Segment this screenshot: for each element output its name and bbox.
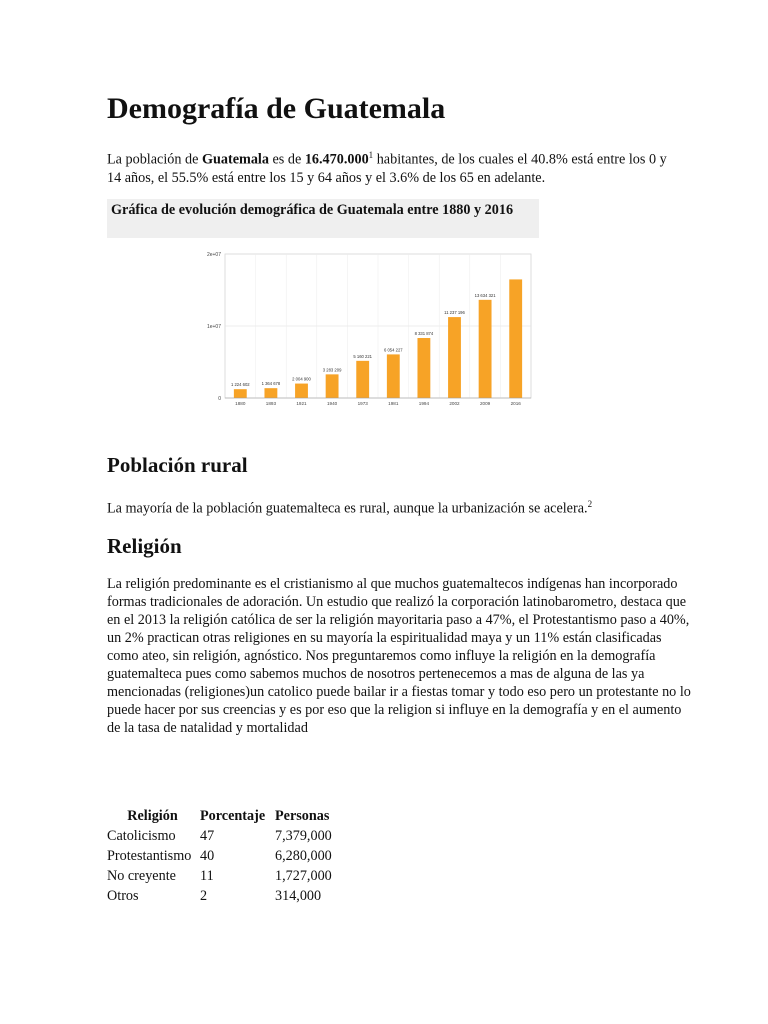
y-tick-label: 1e+07 — [206, 324, 221, 330]
intro-text-2: es de — [268, 151, 305, 168]
bar — [264, 388, 277, 398]
data-label: 6 054 227 — [383, 347, 403, 353]
table-cell: 40 — [200, 848, 215, 864]
table-cell: 47 — [200, 828, 215, 844]
data-label: 11 237 196 — [444, 310, 465, 316]
table-cell: 2 — [200, 888, 208, 904]
x-tick-label: 1994 — [418, 401, 430, 406]
population-chart-svg — [195, 246, 535, 412]
bar — [234, 389, 247, 398]
section-heading-rural: Población rural — [107, 453, 248, 477]
intro-country: Guatemala — [201, 151, 269, 168]
y-tick-label: 0 — [218, 396, 221, 402]
bar — [387, 354, 400, 398]
table-cell: 314,000 — [275, 888, 322, 904]
table-cell: Otros — [107, 888, 139, 904]
bar — [295, 384, 308, 398]
page-title: Demografía de Guatemala — [107, 92, 446, 125]
x-tick-label: 1940 — [326, 401, 338, 406]
table-header: Religión — [127, 808, 178, 824]
x-tick-label: 2009 — [479, 401, 491, 406]
bar — [326, 374, 339, 398]
y-tick-label: 2e+07 — [206, 252, 221, 258]
intro-footnote-ref[interactable]: 1 — [368, 150, 374, 160]
table-cell: No creyente — [107, 868, 176, 884]
rural-text: La mayoría de la población guatemalteca es rural, aunque la urbanización se acelera. — [107, 500, 588, 517]
table-cell: 11 — [200, 868, 214, 884]
table-row — [106, 848, 333, 868]
table-row — [106, 868, 333, 888]
intro-paragraph — [107, 146, 667, 187]
x-tick-label: 1921 — [296, 401, 307, 406]
x-tick-label: 1981 — [388, 401, 399, 406]
table-header: Personas — [275, 808, 330, 824]
bar — [417, 338, 430, 398]
religion-table — [106, 808, 333, 908]
table-header: Porcentaje — [200, 808, 266, 824]
religion-paragraph: La religión predominante es el cristianismo al que muchos guatemaltecos indígenas han incorporado formas tradicionales de adoración. Un estudio que realizó la corporación latinobarometro, destaca que en el 2013 la religión católica de ser la religión mayoritaria paso a 47%, el Protestantismo paso a 40%, un 2% practican otras religiones en su mayoría la espiritualidad maya y un 11% están clasificadas como ateo, sin religión, agnóstico. Nos preguntaremos como influye la religión en la demografía guatemalteca pues como sabemos muchos de nosotros pertenecemos a mas de alguna de las ya mencionadas (religiones)un catolico puede bailar ir a fiestas tomar y todo eso pero un protestante no lo puede hacer por sus creencias y es por eso que la religion si influye en la demografía y en el aumento de la tasa de natalidad y mortalidad — [107, 576, 691, 736]
rural-footnote-ref[interactable]: 2 — [587, 499, 593, 509]
x-tick-label: 1973 — [357, 401, 368, 406]
data-label: 3 283 209 — [322, 367, 342, 373]
table-cell: Catolicismo — [107, 828, 176, 844]
table-row — [106, 888, 333, 908]
x-tick-label: 1893 — [265, 401, 277, 406]
data-label: 2 004 900 — [292, 376, 311, 382]
bar — [356, 361, 369, 398]
table-header-row — [106, 808, 333, 828]
intro-population: 16.470.000 — [304, 151, 369, 168]
table-cell: Protestantismo — [107, 848, 192, 864]
intro-text-1: La población de — [107, 151, 202, 168]
x-tick-label: 1880 — [235, 401, 246, 406]
intro-text-3: habitantes, de los cuales el 40.8% está entre los 0 y 14 años, el 55.5% está entre los 15 y 64 años y el 3.6% de los 65 en adelante. — [107, 151, 667, 186]
table-row — [106, 828, 333, 848]
rural-paragraph — [107, 495, 667, 518]
table-cell: 7,379,000 — [275, 828, 332, 844]
data-label: 5 160 221 — [353, 353, 373, 359]
chart-caption-box — [107, 199, 539, 238]
table-cell: 6,280,000 — [275, 848, 332, 864]
bar — [509, 279, 522, 398]
data-label: 13 634 321 — [474, 292, 496, 298]
data-label: 8 331 874 — [414, 331, 434, 337]
section-heading-religion: Religión — [107, 534, 182, 558]
bar — [479, 300, 492, 398]
population-chart — [195, 246, 535, 412]
table-cell: 1,727,000 — [275, 868, 332, 884]
x-tick-label: 2016 — [510, 401, 521, 406]
chart-caption: Gráfica de evolución demográfica de Guatemala entre 1880 y 2016 — [111, 202, 514, 218]
data-label: 1 224 602 — [230, 382, 250, 388]
x-tick-label: 2002 — [449, 401, 460, 406]
data-label: 1 364 678 — [261, 381, 281, 387]
bar — [448, 317, 461, 398]
